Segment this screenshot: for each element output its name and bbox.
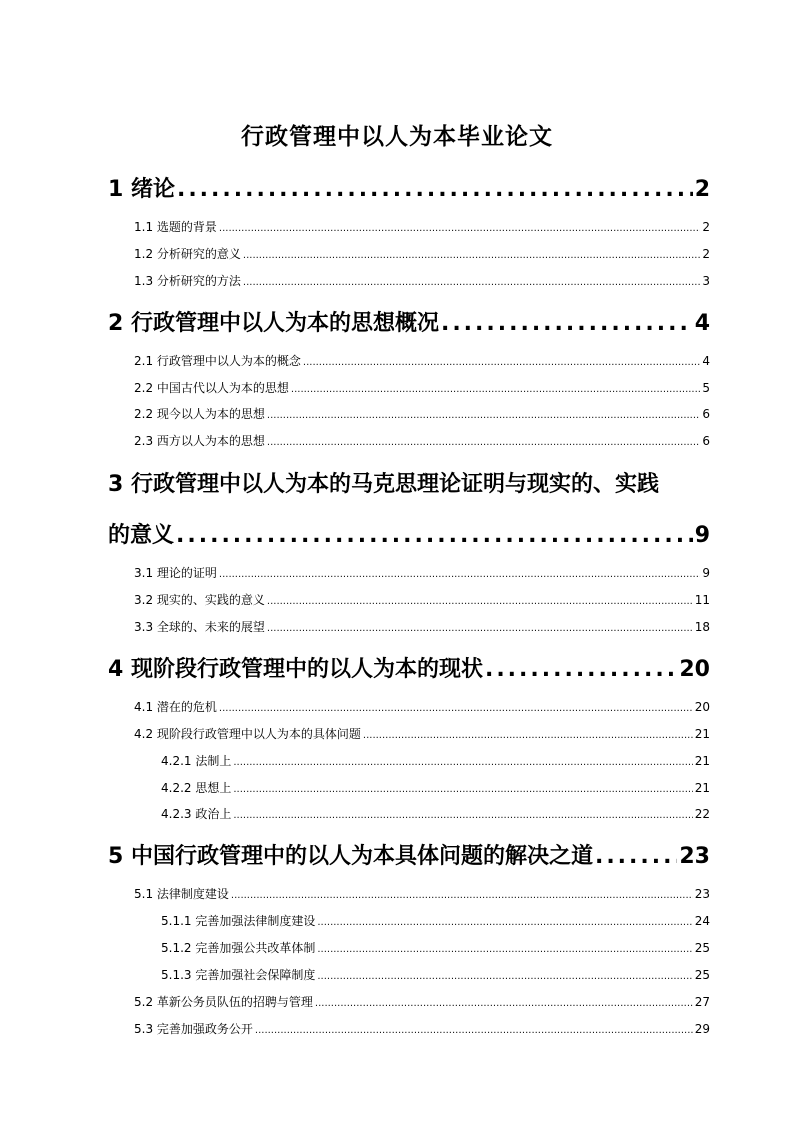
- toc-section-label: 2.1 行政管理中以人为本的概念: [134, 354, 301, 368]
- toc-page-number: 9: [702, 566, 710, 580]
- toc-dot-leader: [485, 657, 677, 682]
- toc-dot-leader: [231, 890, 693, 901]
- toc-section-1-3[interactable]: [134, 272, 710, 290]
- toc-dot-leader: [317, 944, 692, 955]
- toc-page-number: 21: [694, 727, 710, 741]
- toc-section-3-3[interactable]: [134, 618, 710, 636]
- toc-section-label: 5.3 完善加强政务公开: [134, 1022, 253, 1036]
- toc-section-label: 2.2 现今以人为本的思想: [134, 407, 265, 421]
- toc-subsection-5-1-1[interactable]: [161, 912, 710, 930]
- toc-dot-leader: [441, 311, 693, 336]
- toc-chapter-label: 5 中国行政管理中的以人为本具体问题的解决之道: [108, 844, 593, 869]
- toc-subsection-label: 4.2.1 法制上: [161, 754, 232, 768]
- toc-section-label: 3.1 理论的证明: [134, 566, 217, 580]
- document-title: 行政管理中以人为本毕业论文: [241, 124, 553, 150]
- toc-subsection-5-1-3[interactable]: [161, 966, 710, 984]
- toc-dot-leader: [317, 917, 692, 928]
- toc-page-number: 23: [679, 844, 710, 869]
- toc-section-2-2-modern[interactable]: [134, 405, 710, 423]
- toc-section-3-1[interactable]: [134, 564, 710, 582]
- toc-chapter-2[interactable]: [108, 306, 710, 336]
- toc-page-number: 9: [694, 523, 710, 548]
- toc-section-label: 3.3 全球的、未来的展望: [134, 620, 265, 634]
- toc-dot-leader: [267, 437, 700, 448]
- toc-subsection-4-2-2[interactable]: [161, 779, 710, 797]
- toc-section-label: 5.1 法律制度建设: [134, 887, 229, 901]
- toc-section-2-3[interactable]: [134, 432, 710, 450]
- toc-page-number: 3: [702, 274, 710, 288]
- toc-chapter-label: 3 行政管理中以人为本的马克思理论证明与现实的、实践: [108, 472, 659, 497]
- toc-section-label: 1.3 分析研究的方法: [134, 274, 241, 288]
- toc-dot-leader: [177, 177, 693, 202]
- toc-subsection-5-1-2[interactable]: [161, 939, 710, 957]
- toc-page-number: 21: [694, 754, 710, 768]
- toc-section-3-2[interactable]: [134, 591, 710, 609]
- toc-page-number: 27: [694, 995, 710, 1009]
- toc-dot-leader: [267, 623, 693, 634]
- toc-section-label: 5.2 革新公务员队伍的招聘与管理: [134, 995, 313, 1009]
- toc-page-number: 4: [702, 354, 710, 368]
- toc-section-2-1[interactable]: [134, 352, 710, 370]
- toc-chapter-label: 2 行政管理中以人为本的思想概况: [108, 311, 439, 336]
- toc-page-number: 25: [694, 941, 710, 955]
- toc-dot-leader: [233, 784, 692, 795]
- toc-dot-leader: [243, 277, 700, 288]
- toc-dot-leader: [243, 250, 700, 261]
- toc-page-number: 22: [694, 807, 710, 821]
- toc-dot-leader: [363, 730, 693, 741]
- toc-subsection-label: 4.2.2 思想上: [161, 781, 232, 795]
- toc-dot-leader: [219, 703, 693, 714]
- toc-page-number: 11: [694, 593, 710, 607]
- toc-section-5-1[interactable]: [134, 885, 710, 903]
- toc-subsection-label: 5.1.1 完善加强法律制度建设: [161, 914, 316, 928]
- toc-dot-leader: [267, 596, 693, 607]
- toc-chapter-label: 4 现阶段行政管理中的以人为本的现状: [108, 657, 483, 682]
- toc-chapter-label: 1 绪论: [108, 177, 175, 202]
- toc-page-number: 29: [694, 1022, 710, 1036]
- toc-dot-leader: [233, 810, 692, 821]
- toc-dot-leader: [255, 1025, 693, 1036]
- toc-dot-leader: [291, 384, 700, 395]
- toc-page-number: 4: [694, 311, 710, 336]
- toc-page-number: 23: [694, 887, 710, 901]
- toc-dot-leader: [176, 523, 693, 548]
- toc-section-5-2[interactable]: [134, 993, 710, 1011]
- toc-page-number: 2: [694, 177, 710, 202]
- toc-subsection-label: 5.1.3 完善加强社会保障制度: [161, 968, 316, 982]
- toc-subsection-4-2-3[interactable]: [161, 805, 710, 823]
- toc-section-label: 4.2 现阶段行政管理中以人为本的具体问题: [134, 727, 361, 741]
- toc-page-number: 6: [702, 407, 710, 421]
- toc-chapter-4[interactable]: [108, 652, 710, 682]
- toc-section-4-1[interactable]: [134, 698, 710, 716]
- toc-chapter-1[interactable]: [108, 172, 710, 202]
- toc-page-number: 20: [679, 657, 710, 682]
- toc-section-2-2-ancient[interactable]: [134, 379, 710, 397]
- toc-subsection-4-2-1[interactable]: [161, 752, 710, 770]
- toc-dot-leader: [233, 757, 692, 768]
- toc-dot-leader: [219, 569, 700, 580]
- toc-page-number: 5: [702, 381, 710, 395]
- toc-dot-leader: [315, 998, 693, 1009]
- toc-subsection-label: 5.1.2 完善加强公共改革体制: [161, 941, 316, 955]
- toc-chapter-5[interactable]: [108, 839, 710, 869]
- toc-page-number: 6: [702, 434, 710, 448]
- toc-page-number: 2: [702, 247, 710, 261]
- toc-page-number: 18: [694, 620, 710, 634]
- toc-chapter-label-continued: 的意义: [108, 523, 175, 548]
- toc-section-label: 4.1 潜在的危机: [134, 700, 217, 714]
- toc-section-4-2[interactable]: [134, 725, 710, 743]
- toc-dot-leader: [267, 410, 700, 421]
- toc-section-1-2[interactable]: [134, 245, 710, 263]
- toc-page-number: 2: [702, 220, 710, 234]
- toc-dot-leader: [219, 223, 700, 234]
- toc-page-number: 20: [694, 700, 710, 714]
- toc-dot-leader: [317, 971, 692, 982]
- toc-section-label: 2.3 西方以人为本的思想: [134, 434, 265, 448]
- toc-chapter-3-line1[interactable]: [108, 467, 710, 498]
- toc-page-number: 21: [694, 781, 710, 795]
- toc-section-5-3[interactable]: [134, 1020, 710, 1038]
- toc-section-label: 1.1 选题的背景: [134, 220, 217, 234]
- toc-section-label: 1.2 分析研究的意义: [134, 247, 241, 261]
- toc-chapter-3-line2[interactable]: [108, 518, 710, 548]
- toc-section-1-1[interactable]: [134, 218, 710, 236]
- toc-subsection-label: 4.2.3 政治上: [161, 807, 232, 821]
- toc-dot-leader: [303, 357, 700, 368]
- toc-section-label: 3.2 现实的、实践的意义: [134, 593, 265, 607]
- toc-section-label: 2.2 中国古代以人为本的思想: [134, 381, 289, 395]
- toc-dot-leader: [595, 844, 677, 869]
- toc-page-number: 24: [694, 914, 710, 928]
- toc-page-number: 25: [694, 968, 710, 982]
